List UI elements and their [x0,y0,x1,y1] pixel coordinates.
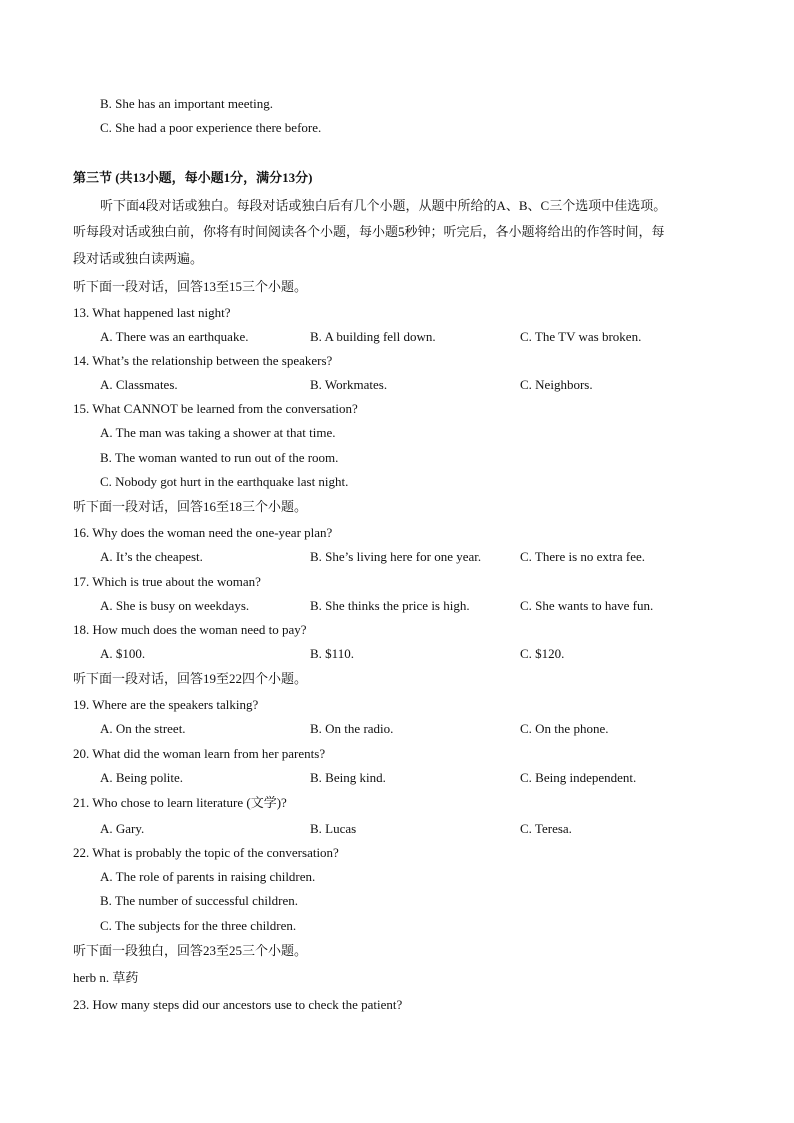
text4-instruction: 听下面一段独白，回答23至25三个小题。 [73,943,308,958]
text2-instruction: 听下面一段对话，回答16至18三个小题。 [73,499,308,514]
q17-option-c: C. She wants to have fun. [520,598,654,613]
q14-option-a: A. Classmates. [100,377,178,392]
vocab-note: herb n. 草药 [73,970,139,985]
q17-option-b: B. She thinks the price is high. [310,598,470,613]
q16-option-b: B. She’s living here for one year. [310,549,482,564]
q22-stem: 22. What is probably the topic of the conversation? [73,845,339,860]
q22-option-b: B. The number of successful children. [100,893,298,908]
q17-option-a: A. She is busy on weekdays. [100,598,250,613]
q15-option-c: C. Nobody got hurt in the earthquake last night. [100,474,349,489]
text3-instruction: 听下面一段对话，回答19至22四个小题。 [73,671,308,686]
q18-stem: 18. How much does the woman need to pay? [73,622,307,637]
section-intro-line2: 听每段对话或独白前，你将有时间阅读各个小题，每小题5秒钟；听完后，各小题将给出的作答时间，每 [73,224,665,239]
q17-stem: 17. Which is true about the woman? [73,574,261,589]
q20-option-b: B. Being kind. [310,770,386,785]
q23-stem: 23. How many steps did our ancestors use to check the patient? [73,997,403,1012]
q21-stem: 21. Who chose to learn literature (文学)? [73,795,287,810]
q22-option-c: C. The subjects for the three children. [100,918,297,933]
section-intro-line1: 听下面4段对话或独白。每段对话或独白后有几个小题，从题中所给的A、B、C三个选项中佳选项。 [100,198,667,213]
section-intro-line3: 段对话或独白读两遍。 [73,251,204,266]
prev-option-b: B. She has an important meeting. [100,96,273,111]
q19-stem: 19. Where are the speakers talking? [73,697,259,712]
section-title: 第三节 (共13小题，每小题1分，满分13分) [73,170,313,185]
q20-option-a: A. Being polite. [100,770,184,785]
q18-option-b: B. $110. [310,646,354,661]
q18-option-a: A. $100. [100,646,146,661]
q13-stem: 13. What happened last night? [73,305,231,320]
q21-option-b: B. Lucas [310,821,357,836]
q16-option-c: C. There is no extra fee. [520,549,646,564]
q14-option-c: C. Neighbors. [520,377,593,392]
q19-option-b: B. On the radio. [310,721,394,736]
q20-option-c: C. Being independent. [520,770,637,785]
text1-instruction: 听下面一段对话，回答13至15三个小题。 [73,279,308,294]
q16-stem: 16. Why does the woman need the one-year plan? [73,525,333,540]
q21-option-a: A. Gary. [100,821,145,836]
q13-option-a: A. There was an earthquake. [100,329,249,344]
q15-stem: 15. What CANNOT be learned from the conversation? [73,401,358,416]
q13-option-c: C. The TV was broken. [520,329,642,344]
q13-option-b: B. A building fell down. [310,329,436,344]
q18-option-c: C. $120. [520,646,565,661]
q19-option-a: A. On the street. [100,721,186,736]
q20-stem: 20. What did the woman learn from her parents? [73,746,326,761]
q15-option-b: B. The woman wanted to run out of the room. [100,450,339,465]
q21-option-c: C. Teresa. [520,821,572,836]
q22-option-a: A. The role of parents in raising children. [100,869,316,884]
q16-option-a: A. It’s the cheapest. [100,549,203,564]
q15-option-a: A. The man was taking a shower at that time. [100,425,336,440]
prev-option-c: C. She had a poor experience there before. [100,120,322,135]
q14-option-b: B. Workmates. [310,377,388,392]
q19-option-c: C. On the phone. [520,721,609,736]
q14-stem: 14. What’s the relationship between the speakers? [73,353,333,368]
